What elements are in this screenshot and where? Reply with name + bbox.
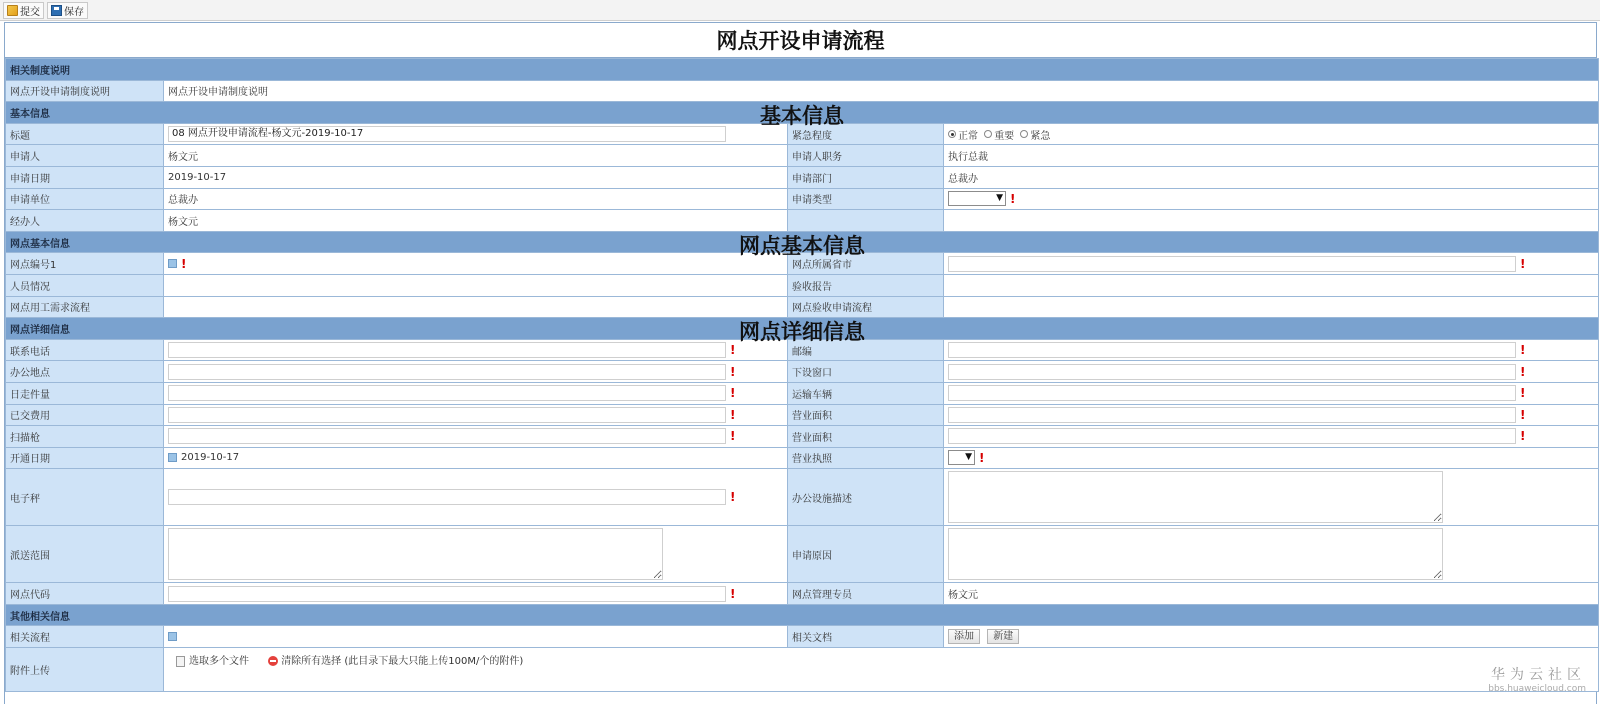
urgency-normal-label: 正常 (958, 130, 978, 142)
row-unit (6, 188, 1599, 210)
required-icon: ! (1520, 407, 1526, 422)
delivery-textarea[interactable] (168, 528, 663, 580)
chevron-down-icon: ▼ (965, 452, 972, 463)
required-icon: ! (1520, 429, 1526, 444)
row-phone (6, 339, 1599, 361)
area2-label: 营业面积 (788, 426, 944, 448)
row-labor-flow (6, 296, 1599, 318)
row-scale (6, 469, 1599, 526)
form-table (5, 58, 1599, 692)
section-policy (6, 59, 1599, 81)
section-basic-title: 基本信息 (10, 108, 50, 120)
required-icon: ! (730, 490, 736, 505)
staff-label: 人员情况 (6, 274, 164, 296)
position-label: 申请人职务 (788, 145, 944, 167)
section-policy-title: 相关制度说明 (10, 65, 70, 77)
toolbar (0, 0, 1600, 21)
labor-flow-value (164, 296, 788, 318)
row-code (6, 583, 1599, 605)
form-title: 网点开设申请流程 (5, 23, 1596, 58)
required-icon: ! (979, 450, 985, 465)
office-label: 办公地点 (6, 361, 164, 383)
required-icon: ! (730, 586, 736, 601)
title-label: 标题 (6, 123, 164, 145)
dept-label: 申请部门 (788, 166, 944, 188)
unit-value: 总裁办 (164, 188, 788, 210)
type-select[interactable] (948, 191, 1006, 206)
watermark-main: 华为云社区 (1491, 667, 1586, 683)
province-input[interactable] (948, 256, 1516, 272)
row-related (6, 626, 1599, 648)
clear-all-label: 清除所有选择 (281, 656, 342, 668)
code-input[interactable] (168, 586, 726, 602)
required-icon: ! (730, 386, 736, 401)
required-icon: ! (1520, 256, 1526, 271)
section-outlet-basic (6, 231, 1599, 253)
scale-label: 电子秤 (6, 469, 164, 526)
file-icon (176, 656, 185, 667)
title-input[interactable]: 08 网点开设申请流程-杨文元-2019-10-17 (168, 126, 726, 142)
dept-value: 总裁办 (944, 166, 1599, 188)
license-select[interactable] (948, 450, 975, 465)
related-doc-label: 相关文档 (788, 626, 944, 648)
row-code1 (6, 253, 1599, 275)
clear-all-button[interactable] (268, 656, 341, 667)
urgency-important-label: 重要 (994, 130, 1015, 142)
watermark (1488, 664, 1586, 694)
row-date (6, 166, 1599, 188)
fees-input[interactable] (168, 407, 726, 423)
add-button[interactable]: 添加 (948, 629, 980, 644)
required-icon: ! (1520, 386, 1526, 401)
province-label: 网点所属省市 (788, 253, 944, 275)
empty-value-cell (944, 210, 1599, 232)
browse-icon[interactable] (168, 632, 177, 641)
phone-label: 联系电话 (6, 339, 164, 361)
area2-input[interactable] (948, 428, 1516, 444)
code1-label: 网点编号1 (6, 253, 164, 275)
section-outlet-detail-heading: 网点详细信息 (739, 320, 865, 345)
postcode-label: 邮编 (788, 339, 944, 361)
labor-flow-label: 网点用工需求流程 (6, 296, 164, 318)
required-icon: ! (730, 364, 736, 379)
remove-icon (268, 656, 278, 666)
row-scanner (6, 426, 1599, 448)
row-staff (6, 274, 1599, 296)
facility-textarea[interactable] (948, 471, 1443, 523)
section-outlet-basic-heading: 网点基本信息 (739, 233, 865, 258)
form-frame (4, 22, 1597, 704)
urgency-label: 紧急程度 (788, 123, 944, 145)
license-label: 营业执照 (788, 447, 944, 469)
submit-label: 提交 (20, 6, 40, 18)
staff-value (164, 274, 788, 296)
submit-icon (7, 5, 18, 16)
required-icon: ! (1010, 191, 1016, 206)
row-office (6, 361, 1599, 383)
save-label: 保存 (64, 6, 84, 18)
related-flow-label: 相关流程 (6, 626, 164, 648)
date-value: 2019-10-17 (164, 166, 788, 188)
acceptance-flow-value (944, 296, 1599, 318)
phone-input[interactable] (168, 342, 726, 358)
acceptance-report-value (944, 274, 1599, 296)
fees-label: 已交费用 (6, 404, 164, 426)
section-outlet-detail-title: 网点详细信息 (10, 324, 70, 336)
vehicle-input[interactable] (948, 385, 1516, 401)
calendar-icon[interactable] (168, 453, 177, 462)
required-icon: ! (181, 256, 187, 271)
select-files-button[interactable] (176, 656, 249, 667)
scanner-input[interactable] (168, 428, 726, 444)
area1-label: 营业面积 (788, 404, 944, 426)
section-basic-heading: 基本信息 (760, 104, 844, 129)
open-date-value: 2019-10-17 (181, 452, 240, 464)
row-attach (6, 648, 1599, 692)
row-delivery (6, 526, 1599, 583)
chevron-down-icon: ▼ (996, 193, 1003, 204)
area1-input[interactable] (948, 407, 1516, 423)
required-icon: ! (1520, 364, 1526, 379)
row-open-date (6, 447, 1599, 469)
date-label: 申请日期 (6, 166, 164, 188)
applicant-label: 申请人 (6, 145, 164, 167)
facility-label: 办公设施描述 (788, 469, 944, 526)
scale-input[interactable] (168, 489, 726, 505)
section-basic (6, 102, 1599, 124)
handler-value: 杨文元 (164, 210, 788, 232)
row-title-urgency (6, 123, 1599, 145)
select-files-label: 选取多个文件 (189, 656, 249, 668)
vehicle-label: 运输车辆 (788, 382, 944, 404)
row-policy (6, 80, 1599, 102)
browse-icon[interactable] (168, 259, 177, 268)
code-label: 网点代码 (6, 583, 164, 605)
save-button[interactable] (47, 2, 88, 19)
type-label: 申请类型 (788, 188, 944, 210)
unit-label: 申请单位 (6, 188, 164, 210)
reason-label: 申请原因 (788, 526, 944, 583)
save-icon (51, 5, 62, 16)
acceptance-report-label: 验收报告 (788, 274, 944, 296)
upload-note: (此目录下最大只能上传100M/个的附件) (344, 656, 524, 668)
manager-label: 网点管理专员 (788, 583, 944, 605)
position-value: 执行总裁 (944, 145, 1599, 167)
section-other-title: 其他相关信息 (10, 611, 70, 623)
row-applicant (6, 145, 1599, 167)
required-icon: ! (730, 343, 736, 358)
row-fees (6, 404, 1599, 426)
urgency-urgent-label: 紧急 (1030, 130, 1051, 142)
urgency-urgent-radio[interactable] (1020, 130, 1028, 138)
urgency-important-radio[interactable] (984, 130, 992, 138)
section-outlet-detail (6, 318, 1599, 340)
manager-value: 杨文元 (944, 583, 1599, 605)
required-icon: ! (730, 429, 736, 444)
postcode-input[interactable] (948, 342, 1516, 358)
daily-label: 日走件量 (6, 382, 164, 404)
daily-input[interactable] (168, 385, 726, 401)
required-icon: ! (1520, 343, 1526, 358)
attach-label: 附件上传 (6, 648, 164, 692)
row-daily (6, 382, 1599, 404)
section-outlet-basic-title: 网点基本信息 (10, 238, 70, 250)
empty-label-cell (788, 210, 944, 232)
required-icon: ! (730, 407, 736, 422)
urgency-normal-radio[interactable] (948, 130, 956, 138)
policy-link[interactable]: 网点开设申请制度说明 (168, 87, 268, 99)
scanner-label: 扫描枪 (6, 426, 164, 448)
policy-label: 网点开设申请制度说明 (6, 80, 164, 102)
window-label: 下设窗口 (788, 361, 944, 383)
urgency-radio-group (944, 123, 1599, 145)
reason-textarea[interactable] (948, 528, 1443, 580)
window-input[interactable] (948, 364, 1516, 380)
office-input[interactable] (168, 364, 726, 380)
watermark-sub: bbs.huaweicloud.com (1488, 684, 1586, 694)
open-date-label: 开通日期 (6, 447, 164, 469)
acceptance-flow-label: 网点验收申请流程 (788, 296, 944, 318)
new-button[interactable]: 新建 (987, 629, 1019, 644)
section-other (6, 604, 1599, 626)
handler-label: 经办人 (6, 210, 164, 232)
submit-button[interactable] (3, 2, 44, 19)
row-handler (6, 210, 1599, 232)
applicant-value: 杨文元 (164, 145, 788, 167)
delivery-label: 派送范围 (6, 526, 164, 583)
